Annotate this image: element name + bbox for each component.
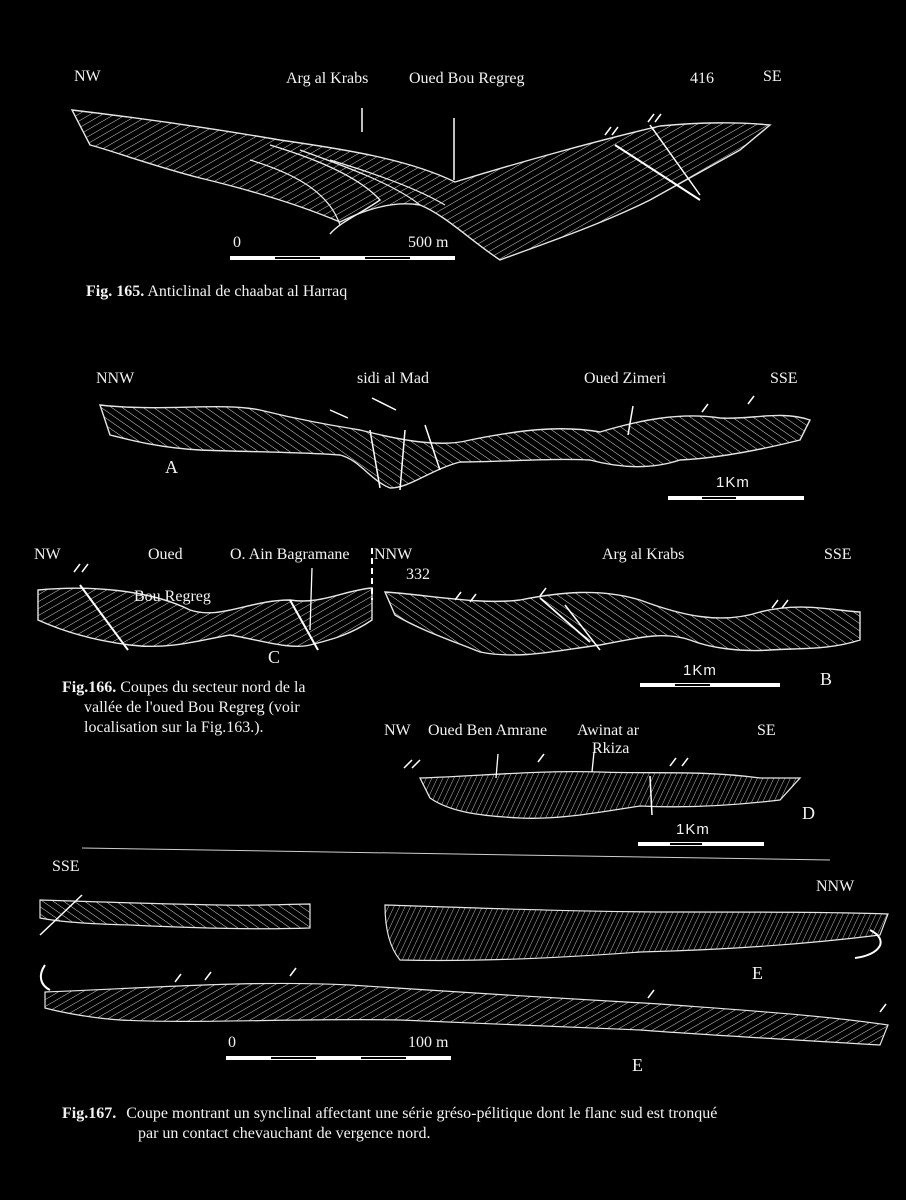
fig166-section-b	[385, 588, 860, 655]
fig165-caption	[86, 282, 347, 302]
fig166-d-letter: D	[802, 803, 815, 823]
fig165-scale-max: 500 m	[408, 234, 449, 251]
fig166-a-letter: A	[165, 457, 178, 477]
fig166-b-scale-label: 1Km	[683, 662, 717, 679]
figure-separator-line	[82, 848, 830, 860]
fig166-caption-number: Fig.166.	[62, 679, 117, 696]
fig166-a-label-sse: SSE	[770, 370, 798, 387]
fig167-scale-zero: 0	[228, 1034, 236, 1051]
fig166-b-label-arg-al-krabs: Arg al Krabs	[602, 546, 685, 563]
fig166-caption-line-2: vallée de l'oued Bou Regreg (voir	[84, 699, 300, 716]
fig166-a-label-sidi-al-mad: sidi al Mad	[357, 370, 429, 387]
fig166-a-label-oued-zimeri: Oued Zimeri	[584, 370, 667, 387]
fig167-caption-line-2: par un contact chevauchant de vergence nord.	[138, 1125, 431, 1142]
fig166-a-scale-label: 1Km	[716, 474, 750, 491]
fig165-label-arg-al-krabs: Arg al Krabs	[286, 70, 369, 87]
fig167-label-e-lower: E	[632, 1055, 643, 1075]
fig165-scale-zero: 0	[233, 234, 241, 251]
fig166-d-scale-label: 1Km	[676, 821, 710, 838]
fig165-label-elevation: 416	[690, 70, 714, 87]
fig166-caption	[62, 678, 306, 738]
fig165-label-se: SE	[763, 68, 782, 85]
fig166-caption-line-3: localisation sur la Fig.163.).	[84, 719, 264, 736]
fig166-a-label-nnw: NNW	[96, 370, 135, 387]
fig167-scale-bar	[226, 1056, 451, 1060]
fig167-caption-line-1: Coupe montrant un synclinal affectant une série gréso-pélitique dont le flanc sud est tronqué	[126, 1105, 718, 1122]
fig166-c-letter: C	[268, 647, 281, 667]
fig165-scale-bar	[230, 256, 455, 260]
fig167-label-sse: SSE	[52, 858, 80, 875]
fig167-caption-number: Fig.167.	[62, 1105, 117, 1122]
fig166-c-label-ain-bagramane: O. Ain Bagramane	[230, 546, 350, 563]
fig166-section-a	[100, 396, 810, 490]
fig166-b-label-nnw: NNW	[374, 546, 413, 563]
fig166-c-label-oued: Oued	[148, 546, 183, 563]
fig166-d-label-rkiza: Rkiza	[592, 740, 630, 757]
fig166-b-label-sse: SSE	[824, 546, 852, 563]
fig166-d-label-se: SE	[757, 722, 776, 739]
fig166-section-d	[404, 752, 800, 818]
fig166-c-label-nw: NW	[34, 546, 61, 563]
fig166-d-label-nw: NW	[384, 722, 411, 739]
fig166-c-label-bou-regreg: Bou Regreg	[134, 588, 211, 605]
fig167-caption	[62, 1104, 717, 1144]
fig166-d-label-awinat-ar: Awinat ar	[577, 722, 640, 739]
fig165-caption-number: Fig. 165.	[86, 283, 145, 300]
fig165-caption-text: Anticlinal de chaabat al Harraq	[147, 283, 348, 300]
fig165-label-nw: NW	[74, 68, 101, 85]
fig166-d-label-oued-ben-amrane: Oued Ben Amrane	[428, 722, 548, 739]
fig166-b-scale-bar	[640, 683, 780, 687]
fig166-caption-line-1: Coupes du secteur nord de la	[120, 679, 306, 696]
fig167-scale-max: 100 m	[408, 1034, 449, 1051]
fig165-label-oued-bou-regreg: Oued Bou Regreg	[409, 70, 525, 87]
fig166-b-letter: B	[820, 669, 833, 689]
fig167-label-e-upper: E	[752, 963, 763, 983]
fig166-a-scale-bar	[668, 496, 804, 500]
fig166-section-c	[38, 564, 372, 650]
fig166-b-label-elevation: 332	[406, 566, 430, 583]
fig167-label-nnw: NNW	[816, 878, 855, 895]
fig166-d-scale-bar	[638, 842, 764, 846]
